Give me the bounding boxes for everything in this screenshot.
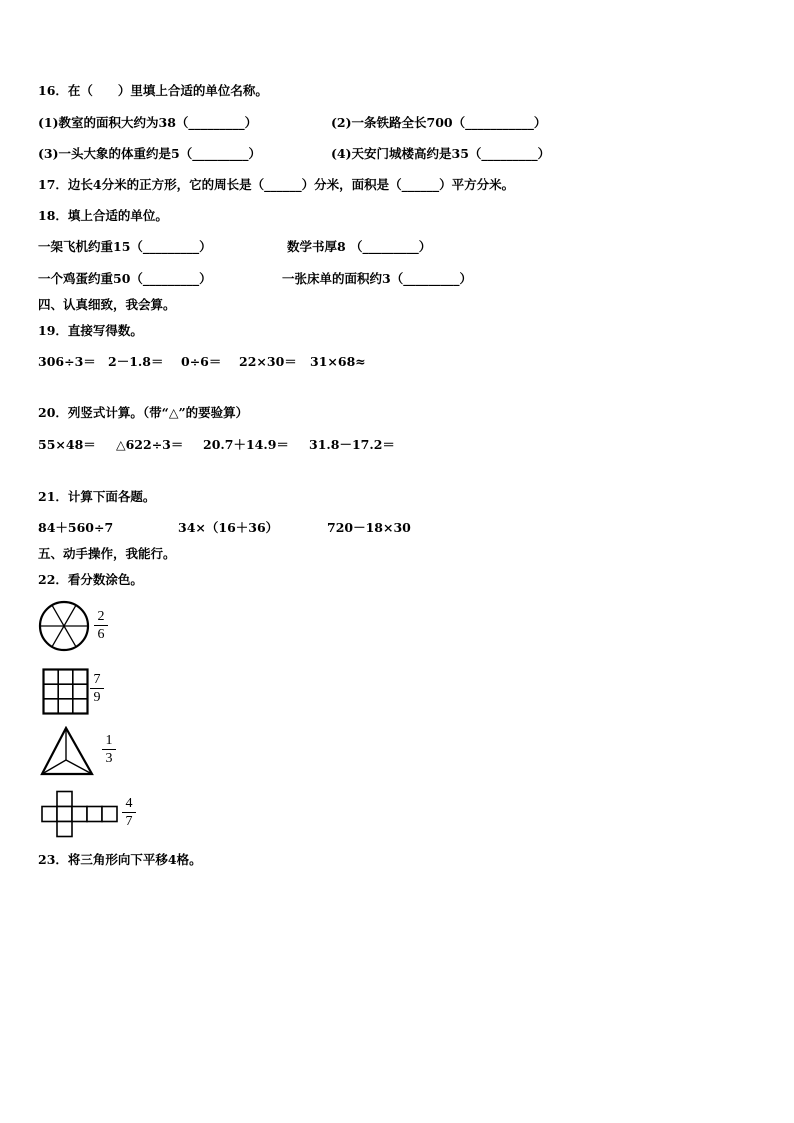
q20-item-4: 31.8－17.2＝ [309, 437, 395, 452]
q17-text: 17．边长4分米的正方形，它的周长是（______）分米，面积是（______）平方分米。 [38, 177, 515, 192]
q19-item-2: 2－1.8＝ [108, 354, 164, 369]
fraction-denominator: 3 [105, 751, 113, 766]
q19-item-5: 31×68≈ [310, 354, 366, 369]
q19-item-1: 306÷3＝ [38, 354, 96, 369]
q20-item-1: 55×48＝ [38, 437, 96, 452]
q20-title: 20．列竖式计算。（带“△”的要验算） [38, 405, 249, 420]
q16-title: 16．在（ ）里填上合适的单位名称。 [38, 83, 268, 98]
fraction-numerator: 7 [93, 672, 101, 687]
triangle-three-parts-figure[interactable] [40, 726, 96, 778]
fraction-2-6 [94, 609, 108, 642]
fraction-denominator: 6 [97, 627, 105, 642]
q18-item-4: 一张床单的面积约3（_________） [282, 271, 472, 286]
q18-item-1: 一架飞机约重15（_________） [38, 239, 212, 254]
q21-item-3: 720－18×30 [327, 520, 411, 535]
q23-title: 23．将三角形向下平移4格。 [38, 852, 202, 867]
circle-six-parts-figure[interactable] [38, 600, 94, 654]
section-5-title: 五、动手操作，我能行。 [38, 546, 176, 561]
q21-title: 21．计算下面各题。 [38, 489, 156, 504]
q21-item-2: 34×（16＋36） [178, 520, 279, 535]
fraction-7-9 [90, 672, 104, 705]
fraction-bar [102, 749, 116, 750]
fraction-bar [94, 625, 108, 626]
q18-item-2: 数学书厚8 （_________） [287, 239, 432, 254]
q16-item-2: (2)一条铁路全长700（___________） [331, 115, 547, 130]
q16-item-3: (3)一头大象的体重约是5（_________） [38, 146, 261, 161]
q19-title: 19．直接写得数。 [38, 323, 143, 338]
grid-nine-parts-figure[interactable] [42, 668, 90, 716]
q18-item-3: 一个鸡蛋约重50（_________） [38, 271, 212, 286]
fraction-numerator: 2 [97, 609, 105, 624]
fraction-denominator: 7 [125, 814, 133, 829]
fraction-bar [90, 688, 104, 689]
q22-title: 22．看分数涂色。 [38, 572, 143, 587]
q19-item-4: 22×30＝ [239, 354, 297, 369]
fraction-1-3 [102, 733, 116, 766]
q19-item-3: 0÷6＝ [181, 354, 222, 369]
cross-net-seven-squares-figure[interactable] [40, 790, 124, 838]
fraction-denominator: 9 [93, 690, 101, 705]
q16-item-1: (1)教室的面积大约为38（_________） [38, 115, 258, 130]
fraction-bar [122, 812, 136, 813]
section-4-title: 四、认真细致，我会算。 [38, 297, 176, 312]
q16-item-4: (4)天安门城楼高约是35（_________） [331, 146, 551, 161]
q21-item-1: 84＋560÷7 [38, 520, 114, 535]
q18-title: 18．填上合适的单位。 [38, 208, 168, 223]
q20-item-2: △622÷3＝ [116, 437, 184, 452]
fraction-numerator: 1 [105, 733, 113, 748]
fraction-4-7 [122, 796, 136, 829]
fraction-numerator: 4 [125, 796, 133, 811]
q20-item-3: 20.7＋14.9＝ [203, 437, 289, 452]
